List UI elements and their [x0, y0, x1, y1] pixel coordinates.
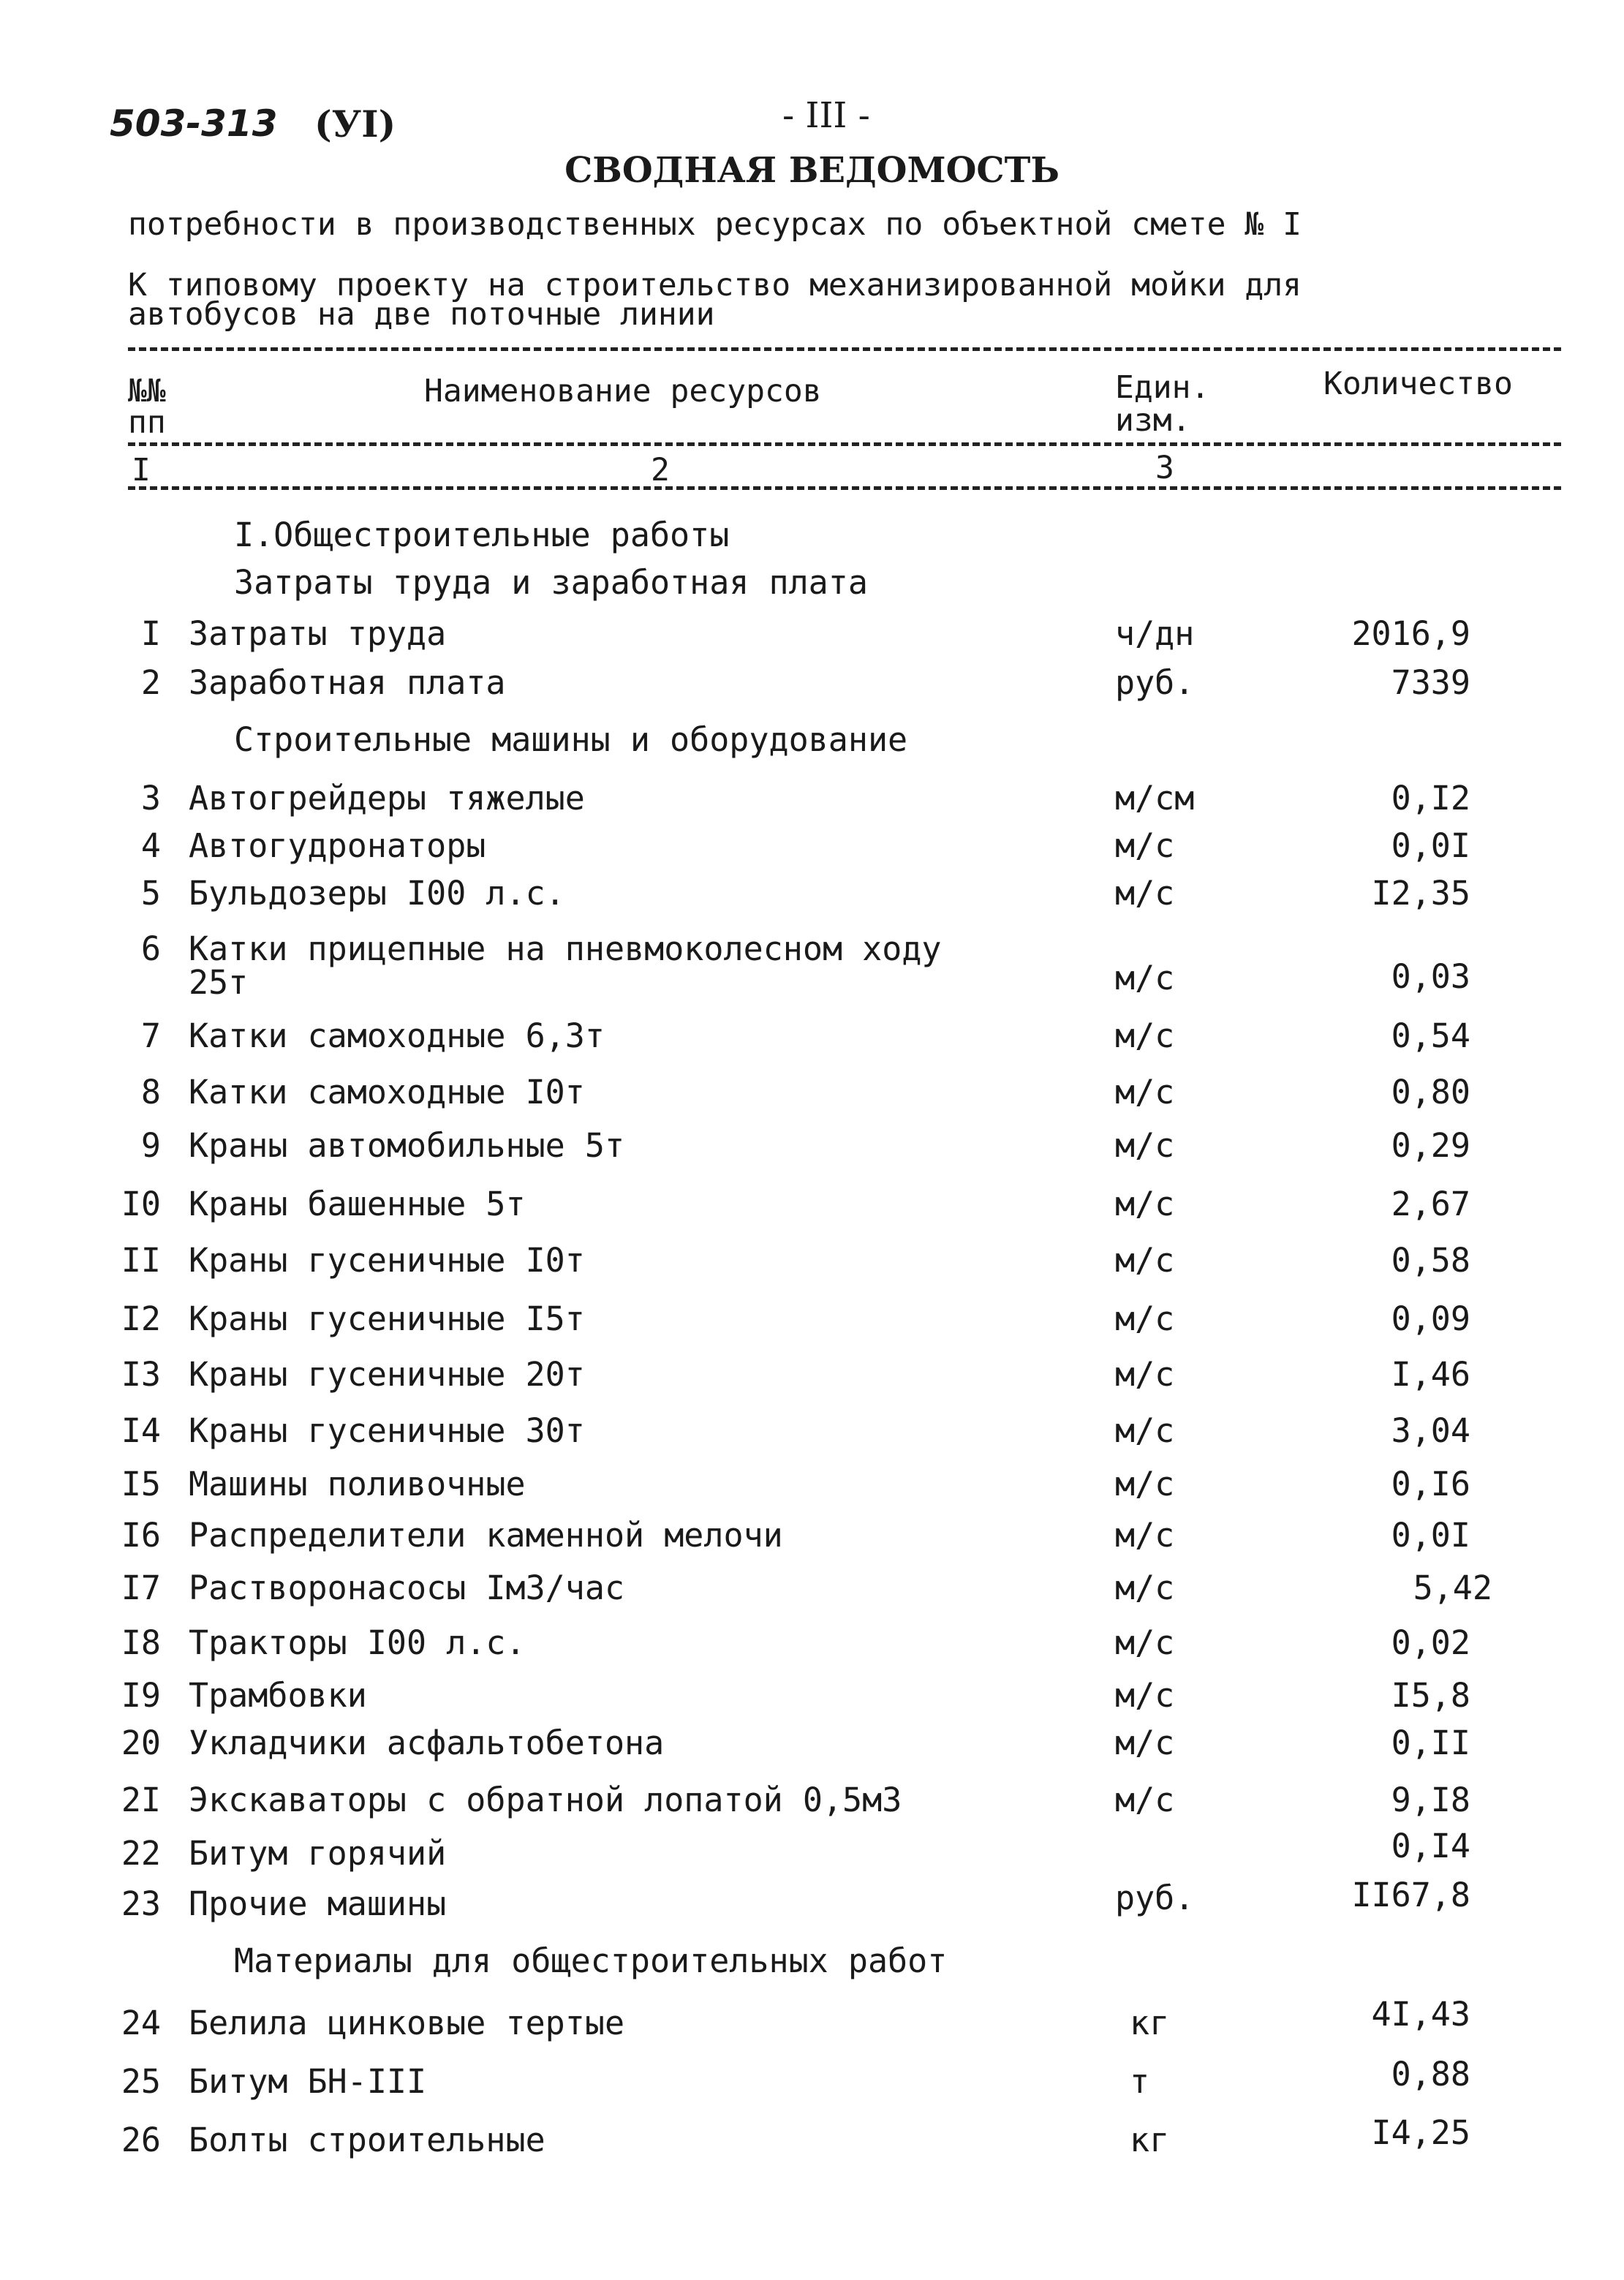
table-row: [0, 1016, 1624, 1068]
row-name: Бульдозеры I00 л.с.: [189, 874, 565, 913]
row-name: Битум БН-III: [189, 2062, 427, 2101]
row-unit: руб.: [1115, 1879, 1195, 1917]
column-index-2: 2: [651, 452, 670, 488]
column-index-3: 3: [1155, 450, 1174, 486]
row-name: Краны гусеничные I5т: [189, 1299, 585, 1338]
row-unit: м/с: [1115, 1781, 1175, 1819]
row-quantity: 0,03: [1391, 957, 1470, 996]
section-machines: Строительные машины и оборудование: [234, 720, 908, 759]
header-top-rule: [128, 347, 1561, 351]
table-row: [0, 1781, 1624, 1832]
row-number: 3: [140, 779, 161, 818]
table-row: [0, 1299, 1624, 1351]
row-unit: м/с: [1115, 1241, 1175, 1280]
row-name: Автогудронаторы: [189, 826, 486, 865]
row-unit: т: [1130, 2062, 1150, 2101]
row-number: 22: [121, 1834, 161, 1873]
column-index-1: I: [132, 452, 151, 488]
row-number: I7: [121, 1569, 161, 1607]
row-name: Краны гусеничные I0т: [189, 1241, 585, 1280]
row-number: 5: [140, 874, 161, 913]
row-unit: кг: [1130, 2121, 1170, 2159]
header-mid-rule: [128, 442, 1561, 446]
table-row: [0, 1411, 1624, 1462]
section-general-construction: I.Общестроительные работы: [234, 516, 730, 554]
row-number: II: [121, 1241, 161, 1280]
row-number: I8: [121, 1623, 161, 1662]
row-quantity: I2,35: [1371, 874, 1470, 913]
table-row: [0, 1185, 1624, 1236]
row-number: 24: [121, 2004, 161, 2042]
header-unit-col: Един.: [1115, 369, 1210, 406]
row-name: Заработная плата: [189, 663, 506, 702]
header-unit-col-2: изм.: [1115, 402, 1191, 439]
row-number: 7: [140, 1016, 161, 1055]
row-unit: кг: [1130, 2004, 1170, 2042]
page-title: СВОДНАЯ ВЕДОМОСТЬ: [564, 150, 1060, 191]
row-quantity: 0,II: [1391, 1724, 1470, 1762]
row-unit: м/с: [1115, 1724, 1175, 1762]
row-number: 23: [121, 1884, 161, 1923]
row-name: Экскаваторы с обратной лопатой 0,5м3: [189, 1781, 902, 1819]
row-number: 6: [140, 929, 161, 968]
row-name: Затраты труда: [189, 614, 447, 653]
row-unit: м/с: [1115, 1569, 1175, 1607]
row-unit: м/с: [1115, 1676, 1175, 1715]
row-name: Распределители каменной мелочи: [189, 1516, 783, 1555]
table-row: [0, 1876, 1624, 1936]
table-row: [0, 1724, 1624, 1775]
row-unit: м/см: [1115, 779, 1195, 818]
row-quantity: 4I,43: [1371, 1995, 1470, 2034]
subtitle-line-2: К типовому проекту на строительство механизированной мойки для: [128, 267, 1302, 303]
row-name: Катки самоходные I0т: [189, 1073, 585, 1111]
row-name: Краны гусеничные 30т: [189, 1411, 585, 1450]
row-unit: м/с: [1115, 1185, 1175, 1223]
row-number: 9: [140, 1126, 161, 1165]
header-number-col-2: пп: [128, 404, 166, 441]
table-row: [0, 1073, 1624, 1124]
row-number: 20: [121, 1724, 161, 1762]
row-unit: м/с: [1115, 1016, 1175, 1055]
row-unit: м/с: [1115, 1465, 1175, 1503]
table-row: [0, 1126, 1624, 1177]
table-row: [0, 1676, 1624, 1727]
row-quantity: 7339: [1391, 663, 1470, 702]
row-unit: м/с: [1115, 1623, 1175, 1662]
row-quantity: 5,42: [1413, 1569, 1492, 1607]
row-number: I2: [121, 1299, 161, 1338]
header-name-col: Наименование ресурсов: [424, 373, 822, 409]
header-number-col: №№: [128, 373, 166, 409]
row-quantity: I5,8: [1391, 1676, 1470, 1715]
row-unit: м/с: [1115, 1516, 1175, 1555]
table-row: [0, 1355, 1624, 1406]
row-quantity: 0,54: [1391, 1016, 1470, 1055]
header-quantity-col: Количество: [1323, 366, 1513, 402]
row-name: Трамбовки: [189, 1676, 367, 1715]
row-name: Тракторы I00 л.с.: [189, 1623, 526, 1662]
table-row: [0, 614, 1624, 665]
row-name: Катки самоходные 6,3т: [189, 1016, 605, 1055]
row-number: I5: [121, 1465, 161, 1503]
table-row: [0, 874, 1624, 925]
row-quantity: 0,88: [1391, 2055, 1470, 2094]
row-number: I0: [121, 1185, 161, 1223]
subtitle-line-3: автобусов на две поточные линии: [128, 296, 715, 333]
row-number: 2I: [121, 1781, 161, 1819]
row-unit: м/с: [1115, 1411, 1175, 1450]
subtitle-line-1: потребности в производственных ресурсах по объектной смете № I: [128, 206, 1302, 243]
row-unit: м/с: [1115, 1299, 1175, 1338]
row-name: Растворонасосы Iм3/час: [189, 1569, 625, 1607]
row-number: 25: [121, 2062, 161, 2101]
row-quantity: 2,67: [1391, 1185, 1470, 1223]
table-row: [0, 1241, 1624, 1292]
row-quantity: 0,09: [1391, 1299, 1470, 1338]
row-name: Болты строительные: [189, 2121, 545, 2159]
row-unit: м/с: [1115, 826, 1175, 865]
row-quantity: II67,8: [1351, 1876, 1470, 1914]
row-quantity: 9,I8: [1391, 1781, 1470, 1819]
row-number: I3: [121, 1355, 161, 1394]
table-row: [0, 1465, 1624, 1516]
row-name: Битум горячий: [189, 1834, 447, 1873]
row-quantity: 3,04: [1391, 1411, 1470, 1450]
row-quantity: 0,02: [1391, 1623, 1470, 1662]
section-labor-costs: Затраты труда и заработная плата: [234, 563, 868, 602]
document-code: 503-313: [110, 102, 278, 145]
row-number: 8: [140, 1073, 161, 1111]
row-quantity: 0,I6: [1391, 1465, 1470, 1503]
table-row: [0, 929, 1624, 1013]
row-quantity: 0,58: [1391, 1241, 1470, 1280]
table-row: [0, 1623, 1624, 1675]
row-quantity: I,46: [1391, 1355, 1470, 1394]
row-unit: м/с: [1115, 959, 1175, 997]
row-name: Автогрейдеры тяжелые: [189, 779, 585, 818]
row-name: Катки прицепные на пневмоколесном ходу: [189, 929, 942, 968]
row-quantity: 2016,9: [1351, 614, 1470, 653]
row-number: I9: [121, 1676, 161, 1715]
row-number: 4: [140, 826, 161, 865]
row-unit: ч/дн: [1115, 614, 1195, 653]
row-unit: руб.: [1115, 663, 1195, 702]
page-number: - III -: [782, 95, 870, 136]
row-name: Укладчики асфальтобетона: [189, 1724, 665, 1762]
section-materials: Материалы для общестроительных работ: [234, 1941, 948, 1980]
row-quantity: 0,0I: [1391, 1516, 1470, 1555]
row-number: I4: [121, 1411, 161, 1450]
row-quantity: 0,80: [1391, 1073, 1470, 1111]
row-name: Белила цинковые тертые: [189, 2004, 625, 2042]
header-bottom-rule: [128, 486, 1561, 490]
row-number: I: [140, 614, 161, 653]
table-row: [0, 2113, 1624, 2172]
row-unit: м/с: [1115, 1126, 1175, 1165]
table-row: [0, 663, 1624, 714]
row-name-continued: 25т: [189, 963, 249, 1002]
row-unit: м/с: [1115, 874, 1175, 913]
row-number: I6: [121, 1516, 161, 1555]
table-row: [0, 779, 1624, 830]
row-quantity: 0,29: [1391, 1126, 1470, 1165]
row-name: Краны гусеничные 20т: [189, 1355, 585, 1394]
table-row: [0, 1516, 1624, 1567]
row-number: 2: [140, 663, 161, 702]
table-row: [0, 2055, 1624, 2113]
row-name: Машины поливочные: [189, 1465, 526, 1503]
row-quantity: 0,I4: [1391, 1827, 1470, 1865]
row-name: Прочие машины: [189, 1884, 447, 1923]
row-name: Краны автомобильные 5т: [189, 1126, 625, 1165]
row-name: Краны башенные 5т: [189, 1185, 526, 1223]
row-unit: м/с: [1115, 1355, 1175, 1394]
row-quantity: I4,25: [1371, 2113, 1470, 2152]
row-quantity: 0,0I: [1391, 826, 1470, 865]
row-quantity: 0,I2: [1391, 779, 1470, 818]
table-row: [0, 1995, 1624, 2055]
row-unit: м/с: [1115, 1073, 1175, 1111]
table-row: [0, 826, 1624, 877]
document-series: (УI): [314, 102, 396, 146]
row-number: 26: [121, 2121, 161, 2159]
table-row: [0, 1569, 1624, 1620]
